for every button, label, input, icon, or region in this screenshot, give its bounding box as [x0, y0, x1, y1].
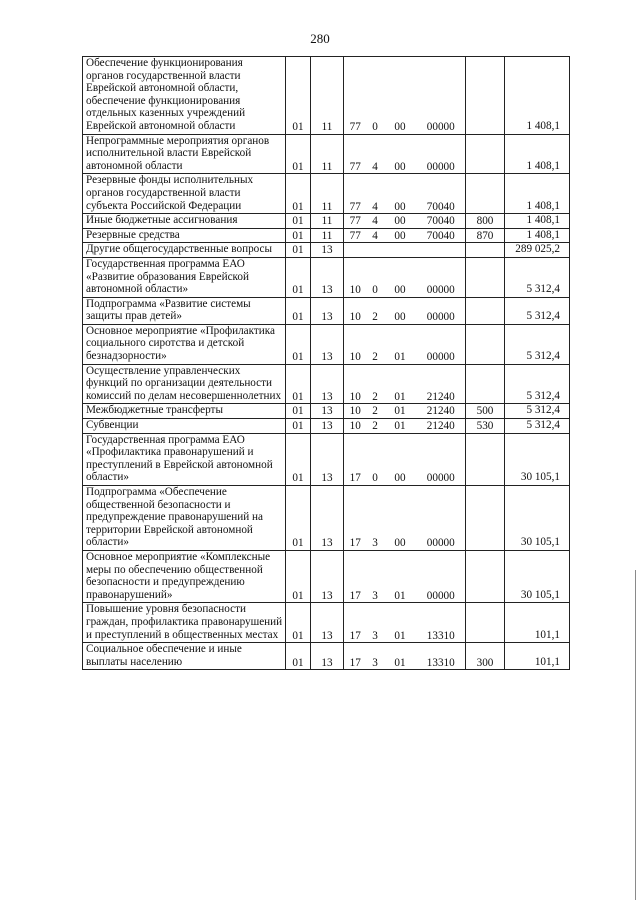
section-code: 01	[286, 404, 311, 419]
subsection-code: 13	[311, 364, 344, 404]
expense-type-code	[466, 364, 505, 404]
amount: 289 025,2	[505, 243, 570, 258]
amount: 1 408,1	[505, 57, 570, 135]
program-code: 77	[344, 214, 367, 229]
program-code: 17	[344, 486, 367, 551]
subsection-code: 11	[311, 57, 344, 135]
subsection-code: 13	[311, 404, 344, 419]
amount: 30 105,1	[505, 433, 570, 485]
expense-type-code	[466, 297, 505, 324]
direction-code: 00000	[417, 57, 466, 135]
amount: 5 312,4	[505, 404, 570, 419]
amount: 30 105,1	[505, 486, 570, 551]
direction-code: 00000	[417, 486, 466, 551]
expense-type-code	[466, 257, 505, 297]
expense-type-code: 500	[466, 404, 505, 419]
row-name: Повышение уровня безопасности граждан, профилактика правонарушений и преступлений в общественных местах	[83, 603, 286, 643]
table-row	[83, 324, 570, 364]
row-name: Непрограммные мероприятия органов исполнительной власти Еврейской автономной области	[83, 134, 286, 174]
table-row	[83, 643, 570, 670]
direction-code: 21240	[417, 404, 466, 419]
expense-type-code	[466, 324, 505, 364]
subsection-code: 13	[311, 324, 344, 364]
program-code	[344, 243, 367, 258]
activity-code: 01	[384, 603, 417, 643]
program-code: 77	[344, 134, 367, 174]
section-code: 01	[286, 364, 311, 404]
expense-type-code	[466, 57, 505, 135]
row-name: Субвенции	[83, 419, 286, 434]
program-code: 10	[344, 419, 367, 434]
row-name: Резервные фонды исполнительных органов государственной власти субъекта Российской Федерации	[83, 174, 286, 214]
activity-code: 00	[384, 433, 417, 485]
row-name: Основное мероприятие «Профилактика социального сиротства и детской безнадзорности»	[83, 324, 286, 364]
program-code: 17	[344, 433, 367, 485]
amount: 5 312,4	[505, 419, 570, 434]
table-row	[83, 174, 570, 214]
subprogram-code: 4	[367, 228, 384, 243]
direction-code: 00000	[417, 297, 466, 324]
activity-code: 00	[384, 214, 417, 229]
budget-table	[82, 56, 570, 670]
subprogram-code: 4	[367, 174, 384, 214]
subprogram-code: 3	[367, 550, 384, 602]
subprogram-code: 4	[367, 214, 384, 229]
amount: 1 408,1	[505, 134, 570, 174]
subsection-code: 13	[311, 486, 344, 551]
program-code: 17	[344, 550, 367, 602]
direction-code: 13310	[417, 643, 466, 670]
subprogram-code: 3	[367, 643, 384, 670]
subprogram-code: 2	[367, 404, 384, 419]
table-row	[83, 419, 570, 434]
activity-code: 00	[384, 257, 417, 297]
section-code: 01	[286, 433, 311, 485]
direction-code: 21240	[417, 419, 466, 434]
direction-code	[417, 243, 466, 258]
row-name: Иные бюджетные ассигнования	[83, 214, 286, 229]
table-row	[83, 297, 570, 324]
section-code: 01	[286, 419, 311, 434]
amount: 5 312,4	[505, 324, 570, 364]
subsection-code: 13	[311, 243, 344, 258]
program-code: 17	[344, 603, 367, 643]
amount: 30 105,1	[505, 550, 570, 602]
section-code: 01	[286, 174, 311, 214]
expense-type-code	[466, 486, 505, 551]
amount: 5 312,4	[505, 364, 570, 404]
expense-type-code: 530	[466, 419, 505, 434]
activity-code: 01	[384, 324, 417, 364]
row-name: Государственная программа ЕАО «Профилактика правонарушений и преступлений в Еврейской автономной области»	[83, 433, 286, 485]
subprogram-code: 2	[367, 324, 384, 364]
table-row	[83, 603, 570, 643]
section-code: 01	[286, 603, 311, 643]
direction-code: 00000	[417, 550, 466, 602]
activity-code: 01	[384, 404, 417, 419]
table-row	[83, 433, 570, 485]
direction-code: 13310	[417, 603, 466, 643]
direction-code: 00000	[417, 257, 466, 297]
subsection-code: 13	[311, 257, 344, 297]
subprogram-code	[367, 243, 384, 258]
table-row	[83, 364, 570, 404]
subsection-code: 11	[311, 214, 344, 229]
row-name: Государственная программа ЕАО «Развитие образования Еврейской автономной области»	[83, 257, 286, 297]
program-code: 10	[344, 364, 367, 404]
section-code: 01	[286, 257, 311, 297]
activity-code: 01	[384, 419, 417, 434]
subprogram-code: 0	[367, 257, 384, 297]
row-name: Обеспечение функционирования органов государственной власти Еврейской автономной области, обеспечение функционирования отдельных казенных учреждений Еврейской автономной области	[83, 57, 286, 135]
subsection-code: 11	[311, 228, 344, 243]
activity-code: 00	[384, 486, 417, 551]
table-body	[83, 57, 570, 670]
section-code: 01	[286, 214, 311, 229]
activity-code: 00	[384, 57, 417, 135]
program-code: 77	[344, 57, 367, 135]
subsection-code: 13	[311, 297, 344, 324]
program-code: 77	[344, 228, 367, 243]
program-code: 10	[344, 404, 367, 419]
direction-code: 00000	[417, 324, 466, 364]
program-code: 17	[344, 643, 367, 670]
subprogram-code: 0	[367, 433, 384, 485]
subsection-code: 13	[311, 433, 344, 485]
activity-code: 01	[384, 364, 417, 404]
row-name: Социальное обеспечение и иные выплаты населению	[83, 643, 286, 670]
subsection-code: 11	[311, 174, 344, 214]
expense-type-code	[466, 603, 505, 643]
section-code: 01	[286, 57, 311, 135]
program-code: 77	[344, 174, 367, 214]
section-code: 01	[286, 486, 311, 551]
table-row	[83, 243, 570, 258]
amount: 1 408,1	[505, 214, 570, 229]
subprogram-code: 3	[367, 603, 384, 643]
expense-type-code	[466, 433, 505, 485]
expense-type-code: 300	[466, 643, 505, 670]
table-row	[83, 57, 570, 135]
amount: 101,1	[505, 643, 570, 670]
section-code: 01	[286, 643, 311, 670]
row-name: Другие общегосударственные вопросы	[83, 243, 286, 258]
program-code: 10	[344, 257, 367, 297]
direction-code: 70040	[417, 228, 466, 243]
row-name: Межбюджетные трансферты	[83, 404, 286, 419]
subprogram-code: 0	[367, 57, 384, 135]
expense-type-code	[466, 550, 505, 602]
amount: 5 312,4	[505, 297, 570, 324]
subprogram-code: 4	[367, 134, 384, 174]
activity-code: 00	[384, 228, 417, 243]
table-row	[83, 404, 570, 419]
section-code: 01	[286, 134, 311, 174]
direction-code: 70040	[417, 214, 466, 229]
expense-type-code: 800	[466, 214, 505, 229]
section-code: 01	[286, 228, 311, 243]
amount: 1 408,1	[505, 228, 570, 243]
table-row	[83, 257, 570, 297]
table-row	[83, 228, 570, 243]
direction-code: 21240	[417, 364, 466, 404]
page-number: 280	[310, 31, 330, 46]
subprogram-code: 2	[367, 297, 384, 324]
program-code: 10	[344, 297, 367, 324]
subsection-code: 13	[311, 603, 344, 643]
amount: 101,1	[505, 603, 570, 643]
amount: 5 312,4	[505, 257, 570, 297]
subsection-code: 13	[311, 550, 344, 602]
scan-edge	[635, 570, 636, 900]
expense-type-code: 870	[466, 228, 505, 243]
subprogram-code: 3	[367, 486, 384, 551]
table-row	[83, 486, 570, 551]
amount: 1 408,1	[505, 174, 570, 214]
row-name: Основное мероприятие «Комплексные меры по обеспечению общественной безопасности и предупреждению правонарушений»	[83, 550, 286, 602]
expense-type-code	[466, 134, 505, 174]
program-code: 10	[344, 324, 367, 364]
activity-code: 01	[384, 643, 417, 670]
subsection-code: 13	[311, 643, 344, 670]
section-code: 01	[286, 550, 311, 602]
section-code: 01	[286, 324, 311, 364]
section-code: 01	[286, 243, 311, 258]
subsection-code: 11	[311, 134, 344, 174]
row-name: Осуществление управленческих функций по организации деятельности комиссий по делам несовершеннолетних	[83, 364, 286, 404]
table-row	[83, 214, 570, 229]
activity-code: 00	[384, 297, 417, 324]
row-name: Подпрограмма «Обеспечение общественной безопасности и предупреждение правонарушений на территории Еврейской автономной области»	[83, 486, 286, 551]
activity-code	[384, 243, 417, 258]
subprogram-code: 2	[367, 364, 384, 404]
subprogram-code: 2	[367, 419, 384, 434]
expense-type-code	[466, 243, 505, 258]
row-name: Подпрограмма «Развитие системы защиты прав детей»	[83, 297, 286, 324]
table-row	[83, 550, 570, 602]
direction-code: 00000	[417, 433, 466, 485]
activity-code: 00	[384, 134, 417, 174]
table-row	[83, 134, 570, 174]
expense-type-code	[466, 174, 505, 214]
direction-code: 70040	[417, 174, 466, 214]
row-name: Резервные средства	[83, 228, 286, 243]
activity-code: 00	[384, 174, 417, 214]
activity-code: 01	[384, 550, 417, 602]
direction-code: 00000	[417, 134, 466, 174]
section-code: 01	[286, 297, 311, 324]
subsection-code: 13	[311, 419, 344, 434]
